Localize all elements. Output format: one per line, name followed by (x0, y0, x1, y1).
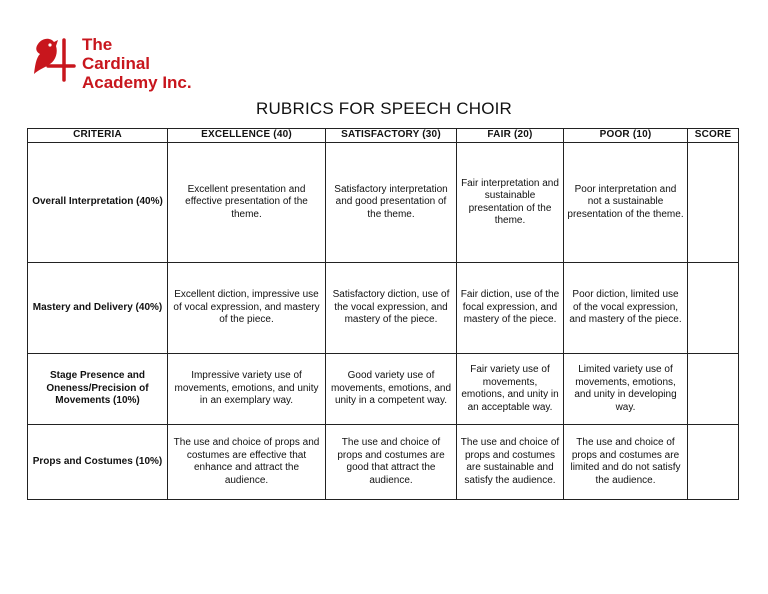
excellence-cell: Impressive variety use of movements, emotions, and unity in an exemplary way. (168, 354, 326, 425)
poor-cell: Limited variety use of movements, emotions, and unity in developing way. (564, 354, 688, 425)
poor-cell: Poor interpretation and not a sustainable presentation of the theme. (564, 143, 688, 263)
header-row (28, 129, 739, 143)
page-title: RUBRICS FOR SPEECH CHOIR (255, 99, 513, 118)
satisfactory-cell: Satisfactory interpretation and good presentation of the theme. (326, 143, 457, 263)
score-cell[interactable] (688, 354, 739, 425)
poor-cell: The use and choice of props and costumes are limited and do not satisfy the audience. (564, 425, 688, 500)
score-cell[interactable] (688, 425, 739, 500)
satisfactory-cell: Good variety use of movements, emotions, and unity in a competent way. (326, 354, 457, 425)
header-excellence: EXCELLENCE (40) (168, 129, 326, 143)
score-cell[interactable] (688, 143, 739, 263)
criteria-cell: Mastery and Delivery (40%) (28, 263, 168, 354)
header-fair: FAIR (20) (457, 129, 564, 143)
score-cell[interactable] (688, 263, 739, 354)
fair-cell: Fair interpretation and sustainable presentation of the theme. (457, 143, 564, 263)
logo-wordmark (82, 35, 192, 92)
table-row (28, 425, 739, 500)
fair-cell: The use and choice of props and costumes are sustainable and satisfy the audience. (457, 425, 564, 500)
table-row (28, 354, 739, 425)
criteria-cell: Overall Interpretation (40%) (28, 143, 168, 263)
header-satisfactory: SATISFACTORY (30) (326, 129, 457, 143)
satisfactory-cell: Satisfactory diction, use of the vocal expression, and mastery of the piece. (326, 263, 457, 354)
excellence-cell: The use and choice of props and costumes are effective that enhance and attract the audience. (168, 425, 326, 500)
header-score: SCORE (688, 129, 739, 143)
logo-line-2: Cardinal (82, 54, 151, 73)
criteria-cell: Props and Costumes (10%) (28, 425, 168, 500)
rubric-table (27, 128, 739, 500)
excellence-cell: Excellent presentation and effective presentation of the theme. (168, 143, 326, 263)
criteria-cell: Stage Presence and Oneness/Precision of Movements (10%) (28, 354, 168, 425)
fair-cell: Fair variety use of movements, emotions, and unity in an acceptable way. (457, 354, 564, 425)
logo-line-1: The (82, 35, 113, 54)
logo-line-3: Academy Inc. (82, 73, 192, 92)
poor-cell: Poor diction, limited use of the vocal expression, and mastery of the piece. (564, 263, 688, 354)
header-criteria: CRITERIA (28, 129, 168, 143)
cardinal-logo-icon (30, 34, 78, 84)
academy-logo (30, 30, 230, 90)
fair-cell: Fair diction, use of the focal expression, and mastery of the piece. (457, 263, 564, 354)
satisfactory-cell: The use and choice of props and costumes are good that attract the audience. (326, 425, 457, 500)
header-poor: POOR (10) (564, 129, 688, 143)
excellence-cell: Excellent diction, impressive use of vocal expression, and mastery of the piece. (168, 263, 326, 354)
table-row (28, 263, 739, 354)
table-row (28, 143, 739, 263)
